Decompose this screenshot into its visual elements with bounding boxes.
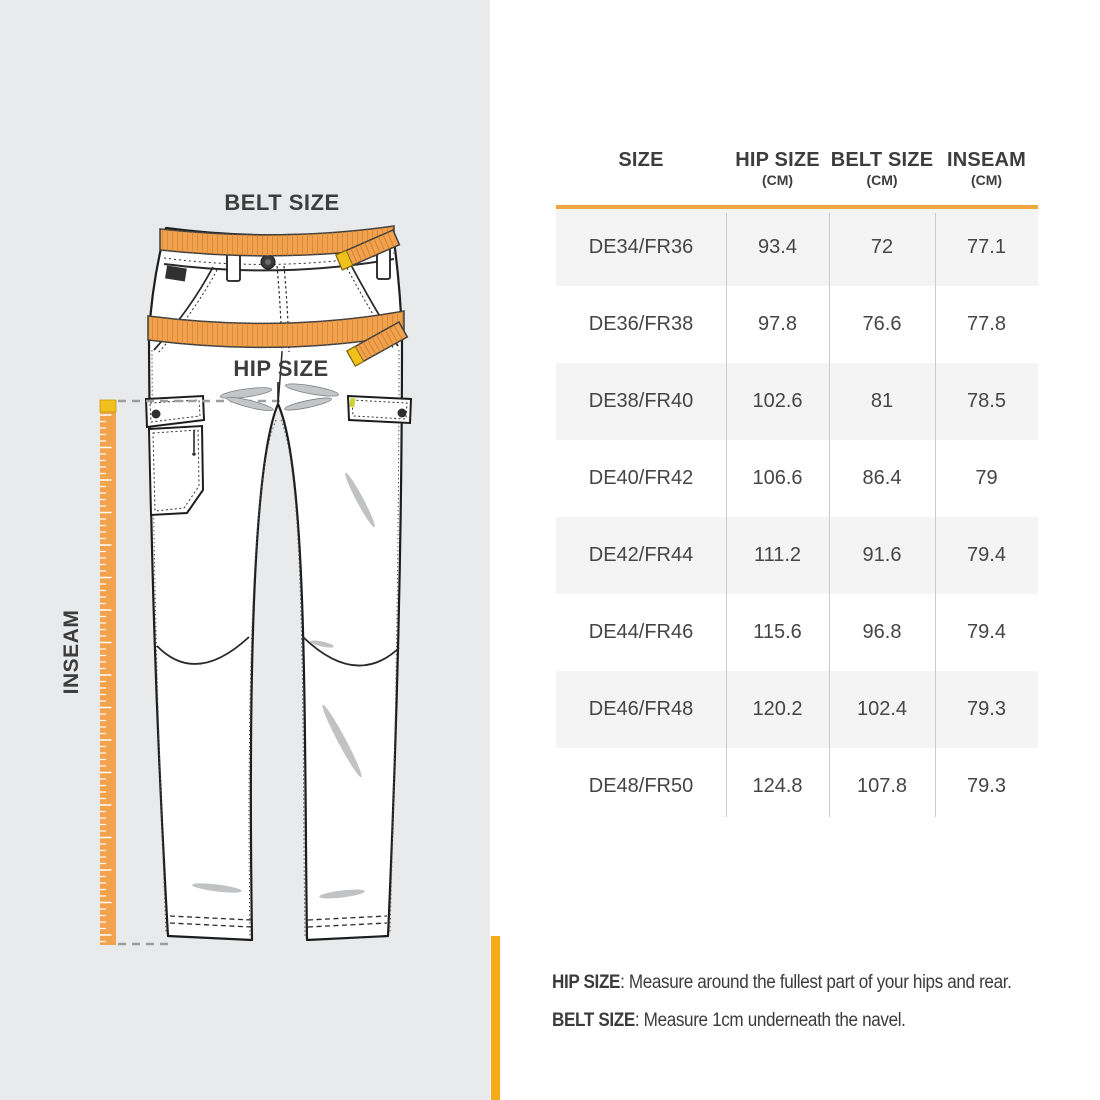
- header-hip-size: HIP SIZE (CM): [735, 149, 820, 188]
- column-divider: [726, 213, 727, 817]
- header-belt-size: BELT SIZE (CM): [830, 149, 934, 188]
- size-table-header: [556, 143, 1038, 205]
- size-table-body: [556, 209, 1038, 825]
- table-row: DE44/FR46 115.6 96.8 79.4: [588, 621, 1006, 643]
- table-row: DE42/FR44 111.2 91.6 79.4: [556, 517, 1038, 594]
- measurement-notes: [552, 970, 1092, 1046]
- cargo-pocket: [146, 396, 204, 515]
- table-row: DE38/FR40 102.6 81 78.5: [556, 363, 1038, 440]
- table-row: DE34/FR36 93.4 72 77.1: [556, 209, 1038, 286]
- size-table: [556, 143, 1038, 825]
- belt-size-note: BELT SIZE: Measure 1cm underneath the navel.: [552, 1010, 906, 1031]
- header-size: SIZE: [618, 149, 664, 171]
- table-row: DE48/FR50 124.8 107.8 79.3: [588, 775, 1006, 797]
- hip-size-label: HIP SIZE: [233, 356, 329, 381]
- header-inseam: INSEAM (CM): [947, 149, 1026, 188]
- table-row: DE40/FR42 106.6 86.4 79: [588, 467, 998, 489]
- pants-measurement-illustration: [0, 0, 490, 1100]
- measurement-diagram-panel: [0, 0, 490, 1100]
- hip-size-note: HIP SIZE: Measure around the fullest part of your hips and rear.: [552, 972, 1012, 993]
- column-divider: [935, 213, 936, 817]
- inseam-label: INSEAM: [60, 609, 83, 695]
- notes-accent-bar: [491, 936, 500, 1100]
- thigh-pocket: [348, 396, 411, 423]
- inseam-ruler: [100, 400, 116, 945]
- belt-size-label: BELT SIZE: [224, 190, 340, 215]
- column-divider: [829, 213, 830, 817]
- table-row: DE46/FR48 120.2 102.4 79.3: [556, 671, 1038, 748]
- table-row: DE36/FR38 97.8 76.6 77.8: [588, 313, 1006, 335]
- ruler-tip: [100, 400, 116, 412]
